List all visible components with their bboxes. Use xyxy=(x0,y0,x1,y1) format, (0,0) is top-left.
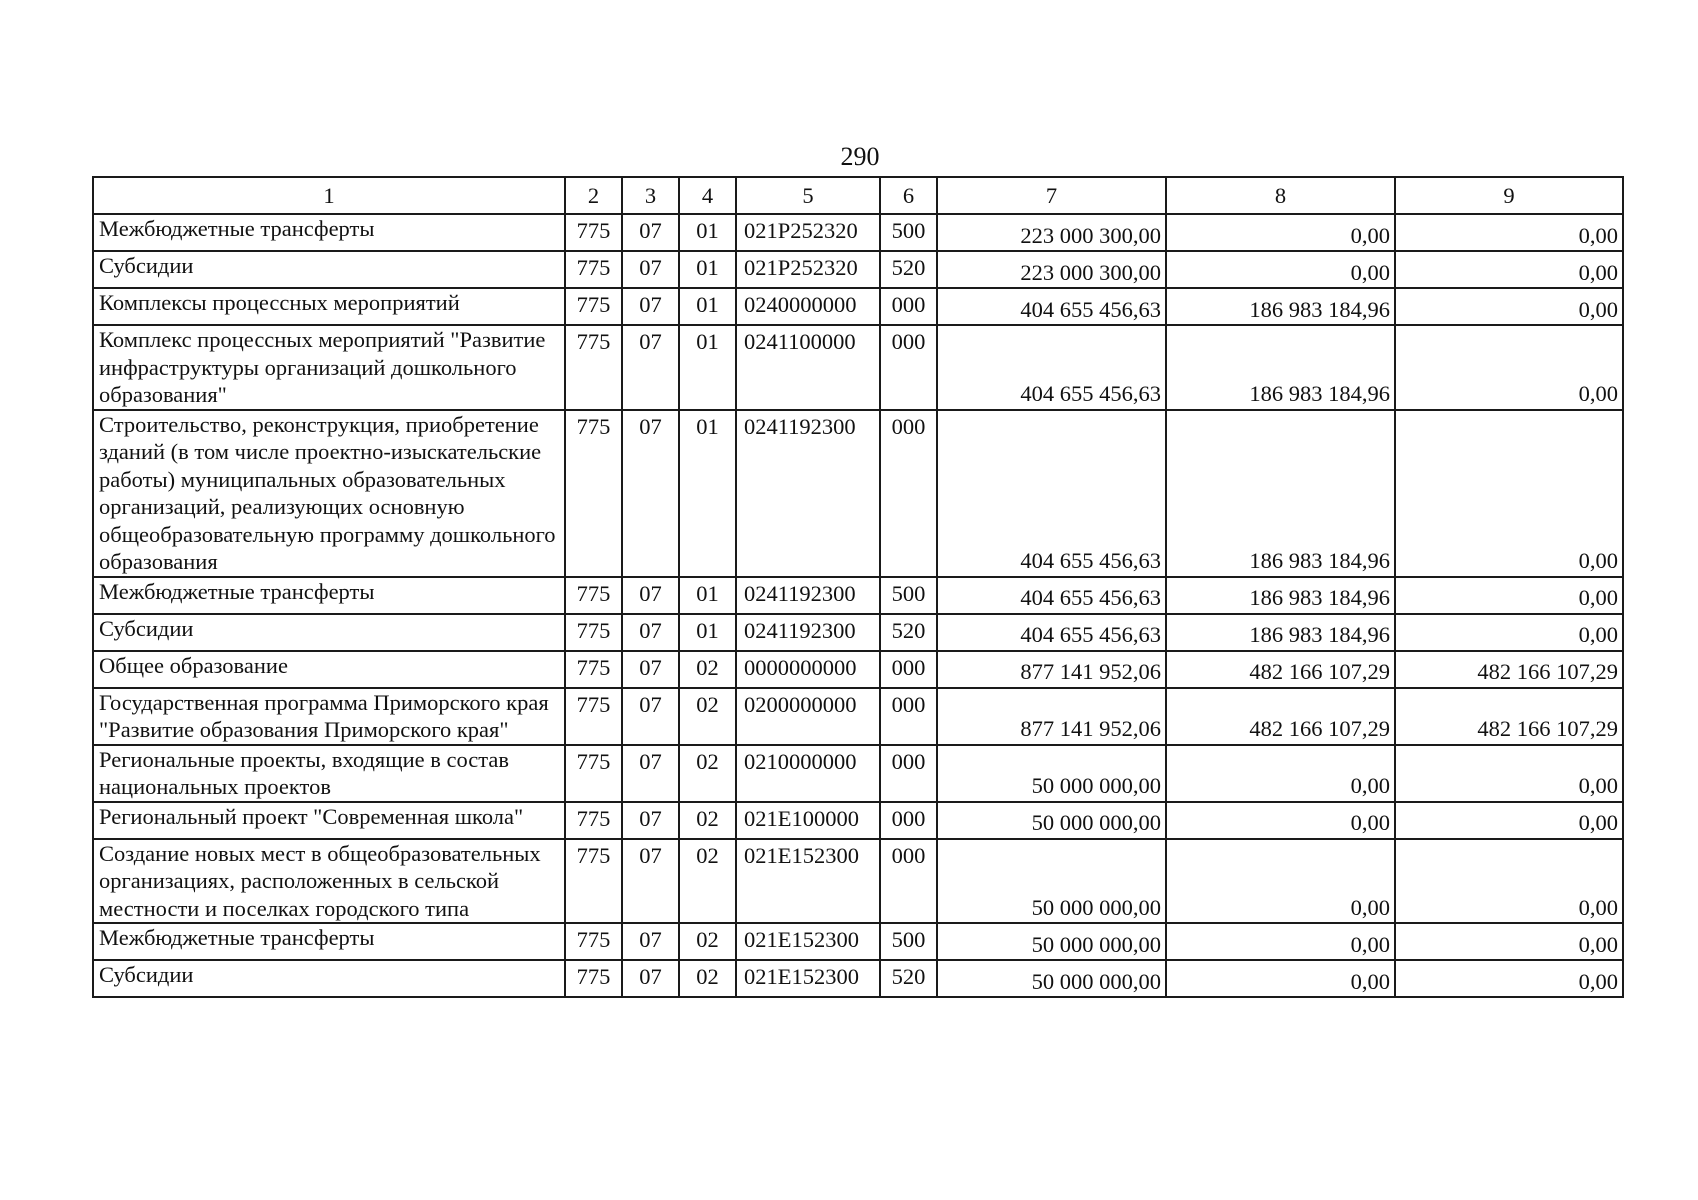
row-code-subsection: 02 xyxy=(679,688,736,745)
row-code-admin: 775 xyxy=(565,960,622,997)
row-amount-col7: 50 000 000,00 xyxy=(937,839,1166,924)
row-amount-col7: 50 000 000,00 xyxy=(937,745,1166,802)
row-amount-col7: 404 655 456,63 xyxy=(937,614,1166,651)
row-code-expense-type: 000 xyxy=(880,651,937,688)
row-amount-col7: 404 655 456,63 xyxy=(937,325,1166,410)
row-amount-col9: 0,00 xyxy=(1395,614,1623,651)
row-name: Региональные проекты, входящие в состав национальных проектов xyxy=(93,745,565,802)
row-amount-col8: 0,00 xyxy=(1166,960,1395,997)
table-row xyxy=(93,651,1623,688)
table-row xyxy=(93,688,1623,745)
header-cell-4: 4 xyxy=(679,177,736,214)
row-code-subsection: 01 xyxy=(679,577,736,614)
table-row xyxy=(93,577,1623,614)
table-row xyxy=(93,839,1623,924)
row-amount-col8: 0,00 xyxy=(1166,214,1395,251)
row-name: Межбюджетные трансферты xyxy=(93,214,565,251)
row-code-admin: 775 xyxy=(565,688,622,745)
row-code-target: 0241192300 xyxy=(736,577,880,614)
row-amount-col7: 877 141 952,06 xyxy=(937,688,1166,745)
row-code-admin: 775 xyxy=(565,325,622,410)
row-code-admin: 775 xyxy=(565,745,622,802)
row-code-expense-type: 000 xyxy=(880,688,937,745)
row-code-subsection: 01 xyxy=(679,325,736,410)
row-code-expense-type: 520 xyxy=(880,251,937,288)
row-name: Государственная программа Приморского края "Развитие образования Приморского края" xyxy=(93,688,565,745)
row-code-subsection: 02 xyxy=(679,802,736,839)
row-code-expense-type: 000 xyxy=(880,839,937,924)
row-amount-col8: 0,00 xyxy=(1166,745,1395,802)
row-code-expense-type: 500 xyxy=(880,923,937,960)
row-code-admin: 775 xyxy=(565,614,622,651)
row-amount-col8: 0,00 xyxy=(1166,839,1395,924)
table-row xyxy=(93,802,1623,839)
table-header xyxy=(93,177,1623,214)
row-code-expense-type: 500 xyxy=(880,577,937,614)
row-code-subsection: 02 xyxy=(679,839,736,924)
header-cell-3: 3 xyxy=(622,177,679,214)
row-code-admin: 775 xyxy=(565,839,622,924)
row-amount-col8: 186 983 184,96 xyxy=(1166,614,1395,651)
row-code-subsection: 02 xyxy=(679,923,736,960)
row-code-subsection: 01 xyxy=(679,614,736,651)
row-amount-col9: 0,00 xyxy=(1395,214,1623,251)
page-number: 290 xyxy=(840,142,880,171)
row-amount-col8: 186 983 184,96 xyxy=(1166,410,1395,577)
row-code-target: 0241192300 xyxy=(736,614,880,651)
row-name: Создание новых мест в общеобразовательных организациях, расположенных в сельской местности и поселках городского типа xyxy=(93,839,565,924)
row-code-expense-type: 500 xyxy=(880,214,937,251)
row-amount-col9: 482 166 107,29 xyxy=(1395,688,1623,745)
row-code-section: 07 xyxy=(622,802,679,839)
row-amount-col7: 404 655 456,63 xyxy=(937,577,1166,614)
row-code-section: 07 xyxy=(622,688,679,745)
table-row xyxy=(93,923,1623,960)
table-row xyxy=(93,288,1623,325)
row-amount-col8: 186 983 184,96 xyxy=(1166,325,1395,410)
row-code-section: 07 xyxy=(622,214,679,251)
row-code-section: 07 xyxy=(622,839,679,924)
row-code-subsection: 02 xyxy=(679,960,736,997)
row-name: Общее образование xyxy=(93,651,565,688)
row-amount-col7: 50 000 000,00 xyxy=(937,960,1166,997)
row-amount-col8: 0,00 xyxy=(1166,802,1395,839)
row-name: Региональный проект "Современная школа" xyxy=(93,802,565,839)
row-name: Субсидии xyxy=(93,614,565,651)
row-code-target: 021P252320 xyxy=(736,214,880,251)
row-code-admin: 775 xyxy=(565,802,622,839)
row-amount-col7: 404 655 456,63 xyxy=(937,288,1166,325)
row-amount-col9: 0,00 xyxy=(1395,288,1623,325)
row-amount-col7: 50 000 000,00 xyxy=(937,923,1166,960)
row-amount-col8: 482 166 107,29 xyxy=(1166,688,1395,745)
table-row xyxy=(93,745,1623,802)
row-amount-col9: 0,00 xyxy=(1395,923,1623,960)
row-code-target: 0200000000 xyxy=(736,688,880,745)
header-cell-6: 6 xyxy=(880,177,937,214)
row-code-admin: 775 xyxy=(565,288,622,325)
row-amount-col9: 0,00 xyxy=(1395,745,1623,802)
row-code-section: 07 xyxy=(622,325,679,410)
table-body xyxy=(93,214,1623,997)
row-amount-col7: 404 655 456,63 xyxy=(937,410,1166,577)
row-code-section: 07 xyxy=(622,577,679,614)
row-code-section: 07 xyxy=(622,745,679,802)
row-code-subsection: 02 xyxy=(679,745,736,802)
row-code-section: 07 xyxy=(622,410,679,577)
row-code-target: 021E152300 xyxy=(736,923,880,960)
header-cell-9: 9 xyxy=(1395,177,1623,214)
row-name: Межбюджетные трансферты xyxy=(93,577,565,614)
row-code-target: 0241100000 xyxy=(736,325,880,410)
row-code-expense-type: 000 xyxy=(880,745,937,802)
row-name: Межбюджетные трансферты xyxy=(93,923,565,960)
row-code-admin: 775 xyxy=(565,577,622,614)
row-code-expense-type: 000 xyxy=(880,802,937,839)
table-row xyxy=(93,251,1623,288)
row-amount-col7: 50 000 000,00 xyxy=(937,802,1166,839)
row-amount-col9: 0,00 xyxy=(1395,577,1623,614)
row-code-subsection: 01 xyxy=(679,410,736,577)
row-name: Строительство, реконструкция, приобретение зданий (в том числе проектно-изыскательские работы) муниципальных образовательных организаций, реализующих основную общеобразовательную программу дошкольного образования xyxy=(93,410,565,577)
row-code-target: 0240000000 xyxy=(736,288,880,325)
row-amount-col8: 0,00 xyxy=(1166,251,1395,288)
table-row xyxy=(93,960,1623,997)
row-code-section: 07 xyxy=(622,614,679,651)
row-code-admin: 775 xyxy=(565,410,622,577)
row-amount-col7: 223 000 300,00 xyxy=(937,251,1166,288)
row-code-target: 0241192300 xyxy=(736,410,880,577)
row-code-subsection: 01 xyxy=(679,251,736,288)
row-code-section: 07 xyxy=(622,923,679,960)
row-code-target: 021P252320 xyxy=(736,251,880,288)
header-row xyxy=(93,177,1623,214)
row-code-section: 07 xyxy=(622,651,679,688)
row-code-subsection: 02 xyxy=(679,651,736,688)
row-code-subsection: 01 xyxy=(679,288,736,325)
header-cell-2: 2 xyxy=(565,177,622,214)
row-amount-col8: 0,00 xyxy=(1166,923,1395,960)
row-code-target: 021E100000 xyxy=(736,802,880,839)
header-cell-8: 8 xyxy=(1166,177,1395,214)
row-code-expense-type: 520 xyxy=(880,960,937,997)
row-code-subsection: 01 xyxy=(679,214,736,251)
header-cell-1: 1 xyxy=(93,177,565,214)
row-amount-col9: 0,00 xyxy=(1395,325,1623,410)
row-code-admin: 775 xyxy=(565,251,622,288)
row-amount-col9: 0,00 xyxy=(1395,960,1623,997)
table-row xyxy=(93,325,1623,410)
row-amount-col9: 482 166 107,29 xyxy=(1395,651,1623,688)
row-code-admin: 775 xyxy=(565,214,622,251)
row-amount-col7: 877 141 952,06 xyxy=(937,651,1166,688)
header-cell-5: 5 xyxy=(736,177,880,214)
row-code-section: 07 xyxy=(622,251,679,288)
row-name: Субсидии xyxy=(93,960,565,997)
row-code-expense-type: 000 xyxy=(880,288,937,325)
row-code-target: 021E152300 xyxy=(736,839,880,924)
row-code-target: 0000000000 xyxy=(736,651,880,688)
row-amount-col9: 0,00 xyxy=(1395,251,1623,288)
row-amount-col9: 0,00 xyxy=(1395,410,1623,577)
row-name: Комплекс процессных мероприятий "Развитие инфраструктуры организаций дошкольного образования" xyxy=(93,325,565,410)
row-code-target: 021E152300 xyxy=(736,960,880,997)
table-row xyxy=(93,410,1623,577)
table-row xyxy=(93,614,1623,651)
row-amount-col9: 0,00 xyxy=(1395,802,1623,839)
row-name: Комплексы процессных мероприятий xyxy=(93,288,565,325)
row-code-expense-type: 000 xyxy=(880,325,937,410)
row-amount-col8: 186 983 184,96 xyxy=(1166,577,1395,614)
row-amount-col8: 482 166 107,29 xyxy=(1166,651,1395,688)
row-amount-col7: 223 000 300,00 xyxy=(937,214,1166,251)
row-code-section: 07 xyxy=(622,960,679,997)
row-name: Субсидии xyxy=(93,251,565,288)
row-code-expense-type: 000 xyxy=(880,410,937,577)
row-code-expense-type: 520 xyxy=(880,614,937,651)
table-row xyxy=(93,214,1623,251)
row-code-section: 07 xyxy=(622,288,679,325)
budget-table xyxy=(92,176,1624,998)
row-amount-col8: 186 983 184,96 xyxy=(1166,288,1395,325)
row-code-target: 0210000000 xyxy=(736,745,880,802)
header-cell-7: 7 xyxy=(937,177,1166,214)
row-code-admin: 775 xyxy=(565,923,622,960)
row-code-admin: 775 xyxy=(565,651,622,688)
row-amount-col9: 0,00 xyxy=(1395,839,1623,924)
